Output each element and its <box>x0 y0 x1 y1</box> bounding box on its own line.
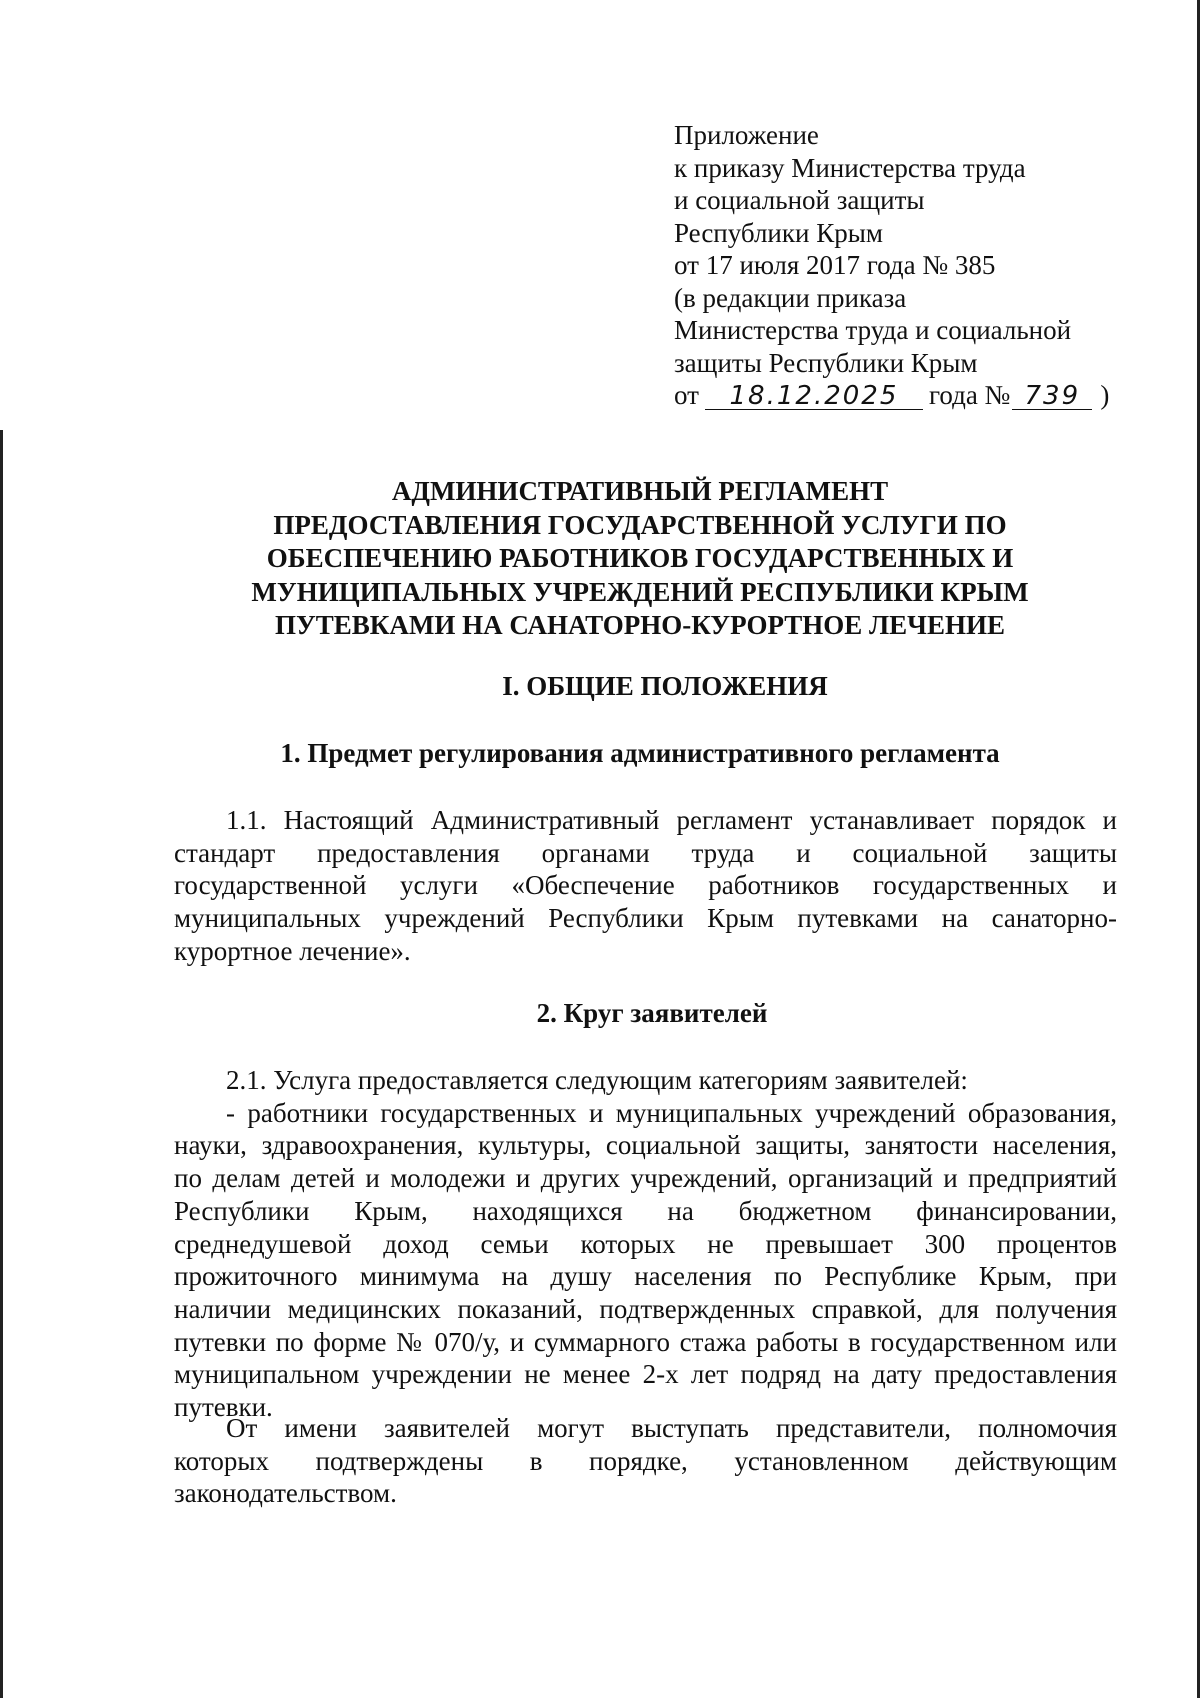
paragraph-line: путевки по форме № 070/у, и суммарного стажа работы в государственном или <box>174 1326 1117 1357</box>
paragraph-line: государственной услуги «Обеспечение работников государственных и <box>174 870 1117 901</box>
section-heading-general: I. ОБЩИЕ ПОЛОЖЕНИЯ <box>502 671 828 701</box>
date-prefix: от <box>674 380 699 410</box>
paragraph-1-1 <box>174 804 1117 968</box>
title-line: ПУТЕВКАМИ НА САНАТОРНО-КУРОРТНОЕ ЛЕЧЕНИЕ <box>274 610 1006 640</box>
handwritten-number: 739 <box>1012 383 1092 410</box>
close-paren: ) <box>1100 380 1110 410</box>
appendix-line: Республики Крым <box>674 217 883 248</box>
year-word: года № <box>928 380 1011 410</box>
paragraph-line: законодательством. <box>174 1478 397 1509</box>
handwritten-date: 18.12.2025 <box>705 383 923 410</box>
paragraph-line: которых подтверждены в порядке, установленном действующим <box>174 1445 1117 1476</box>
amendment-date-line <box>674 379 1109 412</box>
title-line: ОБЕСПЕЧЕНИЮ РАБОТНИКОВ ГОСУДАРСТВЕННЫХ И <box>266 543 1014 573</box>
appendix-line: и социальной защиты <box>674 185 925 215</box>
scan-edge-left <box>0 430 3 1698</box>
paragraph-line: по делам детей и молодежи и других учреждений, организаций и предприятий <box>174 1163 1117 1194</box>
paragraph-2-1-representatives <box>174 1412 1117 1510</box>
paragraph-line: - работники государственных и муниципальных учреждений образования, <box>226 1097 1117 1128</box>
paragraph-line: прожиточного минимума на душу населения по Республике Крым, при <box>174 1261 1117 1292</box>
paragraph-line: среднедушевой доход семьи которых не превышает 300 процентов <box>174 1228 1117 1259</box>
document-title <box>170 475 1110 643</box>
appendix-line: Министерства труда и социальной <box>674 315 1072 345</box>
paragraph-line: 1.1. Настоящий Административный регламент устанавливает порядок и <box>226 805 1117 835</box>
title-line: АДМИНИСТРАТИВНЫЙ РЕГЛАМЕНТ <box>391 476 889 506</box>
paragraph-line: науки, здравоохранения, культуры, социальной защиты, занятости населения, <box>174 1130 1117 1161</box>
paragraph-line: путевки. <box>174 1392 273 1423</box>
paragraph-line: стандарт предоставления органами труда и социальной защиты <box>174 837 1117 868</box>
appendix-header <box>674 119 1109 412</box>
paragraph-2-1 <box>174 1064 1117 1424</box>
paragraph-line: курортное лечение». <box>174 935 411 966</box>
appendix-line: защиты Республики Крым <box>674 347 978 378</box>
paragraph-line: муниципальном учреждении не менее 2-х лет подряд на дату предоставления <box>174 1359 1117 1390</box>
appendix-line: от 17 июля 2017 года № 385 <box>674 250 996 280</box>
appendix-line: к приказу Министерства труда <box>674 152 1026 183</box>
paragraph-line: наличии медицинских показаний, подтвержденных справкой, для получения <box>174 1293 1117 1324</box>
subsection-heading-applicants: 2. Круг заявителей <box>536 998 768 1028</box>
paragraph-line: муниципальных учреждений Республики Крым путевками на санаторно- <box>174 903 1117 934</box>
title-line: МУНИЦИПАЛЬНЫХ УЧРЕЖДЕНИЙ РЕСПУБЛИКИ КРЫМ <box>251 576 1029 607</box>
paragraph-line: От имени заявителей могут выступать представители, полномочия <box>226 1413 1117 1443</box>
appendix-line: (в редакции приказа <box>674 282 907 313</box>
paragraph-line: Республики Крым, находящихся на бюджетном финансировании, <box>174 1195 1117 1226</box>
paragraph-line: 2.1. Услуга предоставляется следующим категориям заявителей: <box>226 1065 968 1095</box>
title-line: ПРЕДОСТАВЛЕНИЯ ГОСУДАРСТВЕННОЙ УСЛУГИ ПО <box>273 509 1007 540</box>
subsection-heading-subject: 1. Предмет регулирования административного регламента <box>280 738 1000 768</box>
appendix-line: Приложение <box>674 120 819 150</box>
